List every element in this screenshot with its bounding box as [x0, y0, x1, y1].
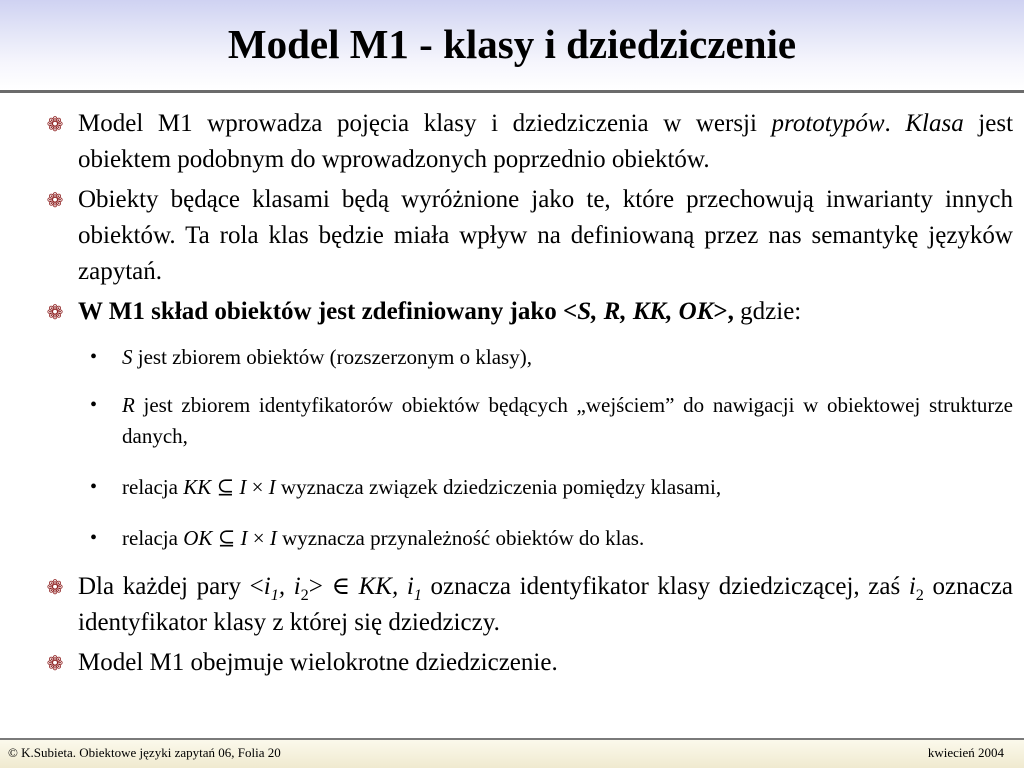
sub-bullet-dot-icon: •	[90, 394, 98, 416]
sub-4-i1: I	[240, 526, 248, 550]
bullet-4-i: i	[293, 573, 301, 600]
bullet-flower-icon: ❁	[46, 112, 64, 136]
sub-4-ok: OK	[183, 526, 213, 550]
bullet-1-prototypes: prototypów	[771, 110, 885, 137]
bullet-4-text-b: oznacza identyfikator klasy dziedziczącej, zaś	[421, 573, 909, 600]
footer-copyright: © K.Subieta. Obiektowe języki zapytań 06, Folia 20	[8, 745, 281, 760]
bullet-2-text: Obiekty będące klasami będą wyróżnione jako te, które przechowują inwarianty innych obiektów. Ta rola klas będzie miała wpływ na definiowaną przez nas semantykę języków zapytań.	[78, 186, 1013, 285]
bullet-3-text-b: >,	[713, 298, 734, 325]
slide-content	[0, 106, 1024, 681]
bullet-4-sub: 2	[915, 586, 924, 604]
bullet-1-klasa: Klasa	[905, 110, 964, 137]
sub-1-symbol: S	[122, 345, 133, 369]
bullet-4-i: i	[908, 573, 916, 600]
sub-4-times: ×	[247, 526, 270, 550]
bullet-3-text-a: W M1 skład obiektów jest zdefiniowany jako <	[78, 298, 578, 325]
bullet-4-kk: KK, i	[358, 573, 414, 600]
sub-4-text-b: wyznacza przynależność obiektów do klas.	[276, 526, 645, 550]
sub-bullet-dot-icon: •	[90, 527, 98, 549]
bullet-4-sub: 1	[413, 586, 422, 604]
bullet-flower-icon: ❁	[46, 651, 64, 675]
sub-bullet-dot-icon: •	[90, 476, 98, 498]
sub-3-i2: I	[268, 475, 276, 499]
sub-3-times: ×	[246, 475, 269, 499]
bullet-4-sub: 1	[270, 586, 279, 604]
bullet-4-sub: 2	[300, 586, 309, 604]
sub-bullet-1	[90, 342, 1013, 373]
bullet-flower-icon: ❁	[46, 575, 64, 599]
sub-2-text: jest zbiorem identyfikatorów obiektów będących „wejściem” do nawigacji w obiektowej strukturze danych,	[122, 393, 1013, 448]
bullet-point-5	[46, 645, 1013, 681]
bullet-3-text-c: gdzie:	[733, 298, 802, 325]
bullet-point-3	[46, 294, 1013, 330]
bullet-point-1	[46, 106, 1014, 178]
bullet-1-text-b: .	[884, 110, 906, 137]
bullet-1-text-a: Model M1 wprowadza pojęcia klasy i dziedziczenia w wersji	[78, 110, 772, 137]
bullet-4-text-c: oznacza identyfikator klasy z której się dziedziczy.	[78, 573, 1014, 636]
sub-3-kk: KK	[183, 475, 212, 499]
bullet-flower-icon: ❁	[46, 300, 64, 324]
sub-bullet-dot-icon: •	[90, 346, 98, 368]
sub-bullet-2	[90, 390, 1013, 452]
sub-bullet-3	[90, 472, 1013, 503]
sub-2-symbol: R	[122, 393, 135, 417]
bullet-4-elem: > ∈	[308, 573, 359, 600]
sub-4-subset: ⊆	[212, 526, 241, 550]
bullet-4-i: i	[263, 573, 271, 600]
sub-bullet-4	[90, 523, 1013, 554]
slide-title: Model M1 - klasy i dziedziczenie	[227, 21, 797, 67]
sub-1-text: jest zbiorem obiektów (rozszerzonym o klasy),	[132, 345, 532, 369]
sub-3-text-a: relacja	[122, 475, 184, 499]
bullet-4-comma: ,	[278, 573, 294, 600]
bullet-5-text: Model M1 obejmuje wielokrotne dziedziczenie.	[78, 649, 558, 676]
title-divider	[0, 90, 1024, 93]
sub-4-text-a: relacja	[122, 526, 184, 550]
sub-4-i2: I	[269, 526, 277, 550]
bullet-point-4	[46, 569, 1014, 641]
bullet-flower-icon: ❁	[46, 188, 64, 212]
bullet-4-text-a: Dla każdej pary <	[78, 573, 264, 600]
sub-3-text-b: wyznacza związek dziedziczenia pomiędzy klasami,	[275, 475, 722, 499]
bullet-1-text-c: jest obiektem podobnym do wprowadzonych poprzednio obiektów.	[78, 110, 1014, 173]
bullet-point-2	[46, 182, 1013, 290]
sub-3-subset: ⊆	[211, 475, 240, 499]
footer-date: kwiecień 2004	[927, 745, 1004, 760]
bullet-3-tuple: S, R, KK, OK	[577, 298, 714, 325]
sub-3-i1: I	[239, 475, 247, 499]
footer-bar	[0, 740, 1024, 768]
